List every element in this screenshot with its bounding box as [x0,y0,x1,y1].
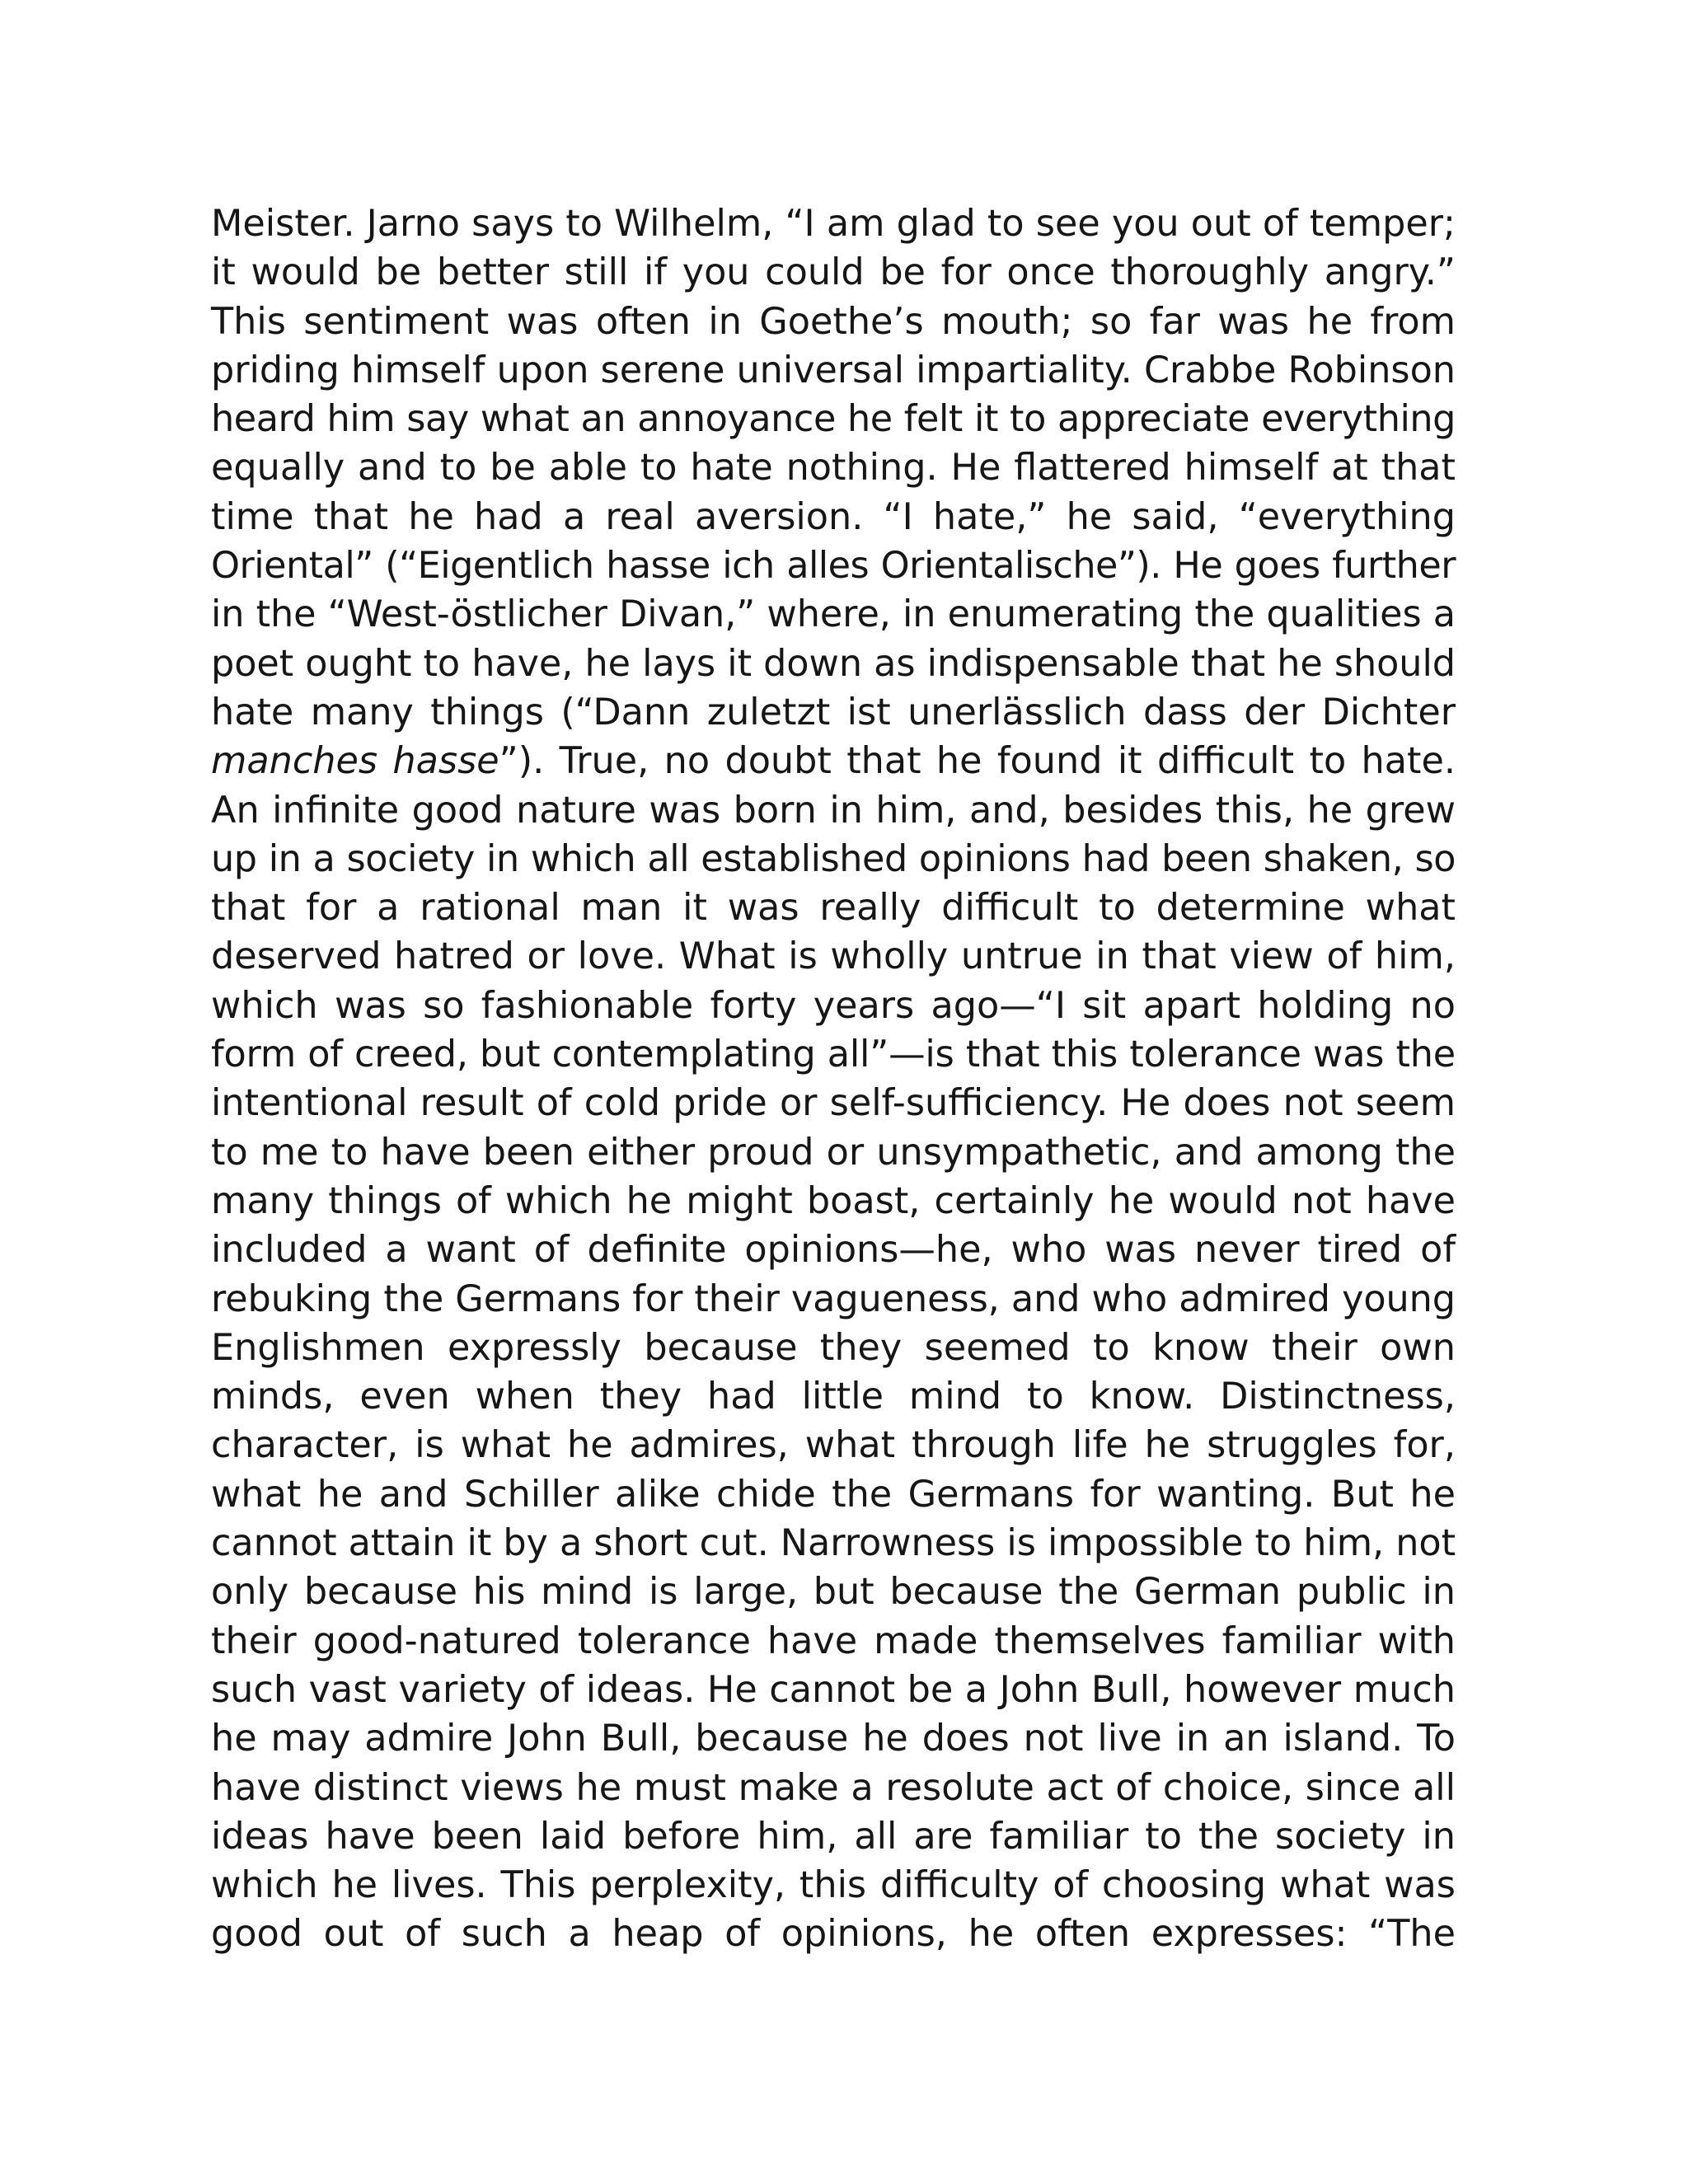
text-line: such vast variety of ideas. He cannot be a John Bull, however much [211,1668,1456,1711]
text-line: Oriental” (“Eigentlich hasse ich alles Orientalische”). He goes further [211,545,1456,588]
text-line: heard him say what an annoyance he felt it to appreciate everything [211,398,1456,441]
text-line: he may admire John Bull, because he does not live in an island. To [211,1718,1456,1760]
text-line: in the “West-östlicher Divan,” where, in enumerating the qualities a [211,593,1456,636]
text-line: up in a society in which all established opinions had been shaken, so [211,837,1456,880]
text-line: hate many things (“Dann zuletzt ist unerlässlich dass der Dichter [211,691,1456,733]
text-line: their good-natured tolerance have made themselves familiar with [211,1619,1456,1662]
text-line: what he and Schiller alike chide the Germans for wanting. But he [211,1473,1456,1516]
text-line: This sentiment was often in Goethe’s mouth; so far was he from [211,300,1456,343]
text-line: minds, even when they had little mind to know. Distinctness, [211,1376,1456,1418]
text-line: deserved hatred or love. What is wholly untrue in that view of him, [211,935,1456,978]
text-line: rebuking the Germans for their vagueness, and who admired young [211,1277,1456,1320]
text-line: to me to have been either proud or unsympathetic, and among the [211,1131,1456,1174]
text-line: equally and to be able to hate nothing. He flattered himself at that [211,447,1456,490]
text-line: time that he had a real aversion. “I hate,” he said, “everything [211,495,1456,538]
text-line: Meister. Jarno says to Wilhelm, “I am glad to see you out of temper; [211,203,1456,245]
text-line: included a want of definite opinions—he, who was never tired of [211,1229,1456,1272]
body-text [211,199,1456,1959]
text-line: have distinct views he must make a resolute act of choice, since all [211,1766,1456,1809]
text-line: character, is what he admires, what through life he struggles for, [211,1424,1456,1467]
text-line: An infinite good nature was born in him, and, besides this, he grew [211,789,1456,832]
text-line: which was so fashionable forty years ago—“I sit apart holding no [211,984,1456,1027]
text-line-with-italic [211,737,1456,785]
text-line: cannot attain it by a short cut. Narrowness is impossible to him, not [211,1522,1456,1565]
text-line: good out of such a heap of opinions, he often expresses: “The [211,1913,1456,1956]
text-line: many things of which he might boast, certainly he would not have [211,1179,1456,1222]
text-line: ideas have been laid before him, all are familiar to the society in [211,1815,1456,1858]
italic-quote: manches hasse [211,740,499,783]
text-line: that for a rational man it was really difficult to determine what [211,887,1456,930]
text-line: poet ought to have, he lays it down as indispensable that he should [211,642,1456,685]
text-line: Englishmen expressly because they seemed to know their own [211,1326,1456,1369]
text-line: priding himself upon serene universal impartiality. Crabbe Robinson [211,349,1456,391]
text-line: which he lives. This perplexity, this difficulty of choosing what was [211,1864,1456,1907]
text-fragment: ”). True, no doubt that he found it difficult to hate. [499,740,1456,783]
text-line: only because his mind is large, but because the German public in [211,1571,1456,1614]
text-line: form of creed, but contemplating all”—is that this tolerance was the [211,1033,1456,1076]
text-line: it would be better still if you could be for once thoroughly angry.” [211,251,1456,294]
text-line: intentional result of cold pride or self-sufficiency. He does not seem [211,1082,1456,1125]
